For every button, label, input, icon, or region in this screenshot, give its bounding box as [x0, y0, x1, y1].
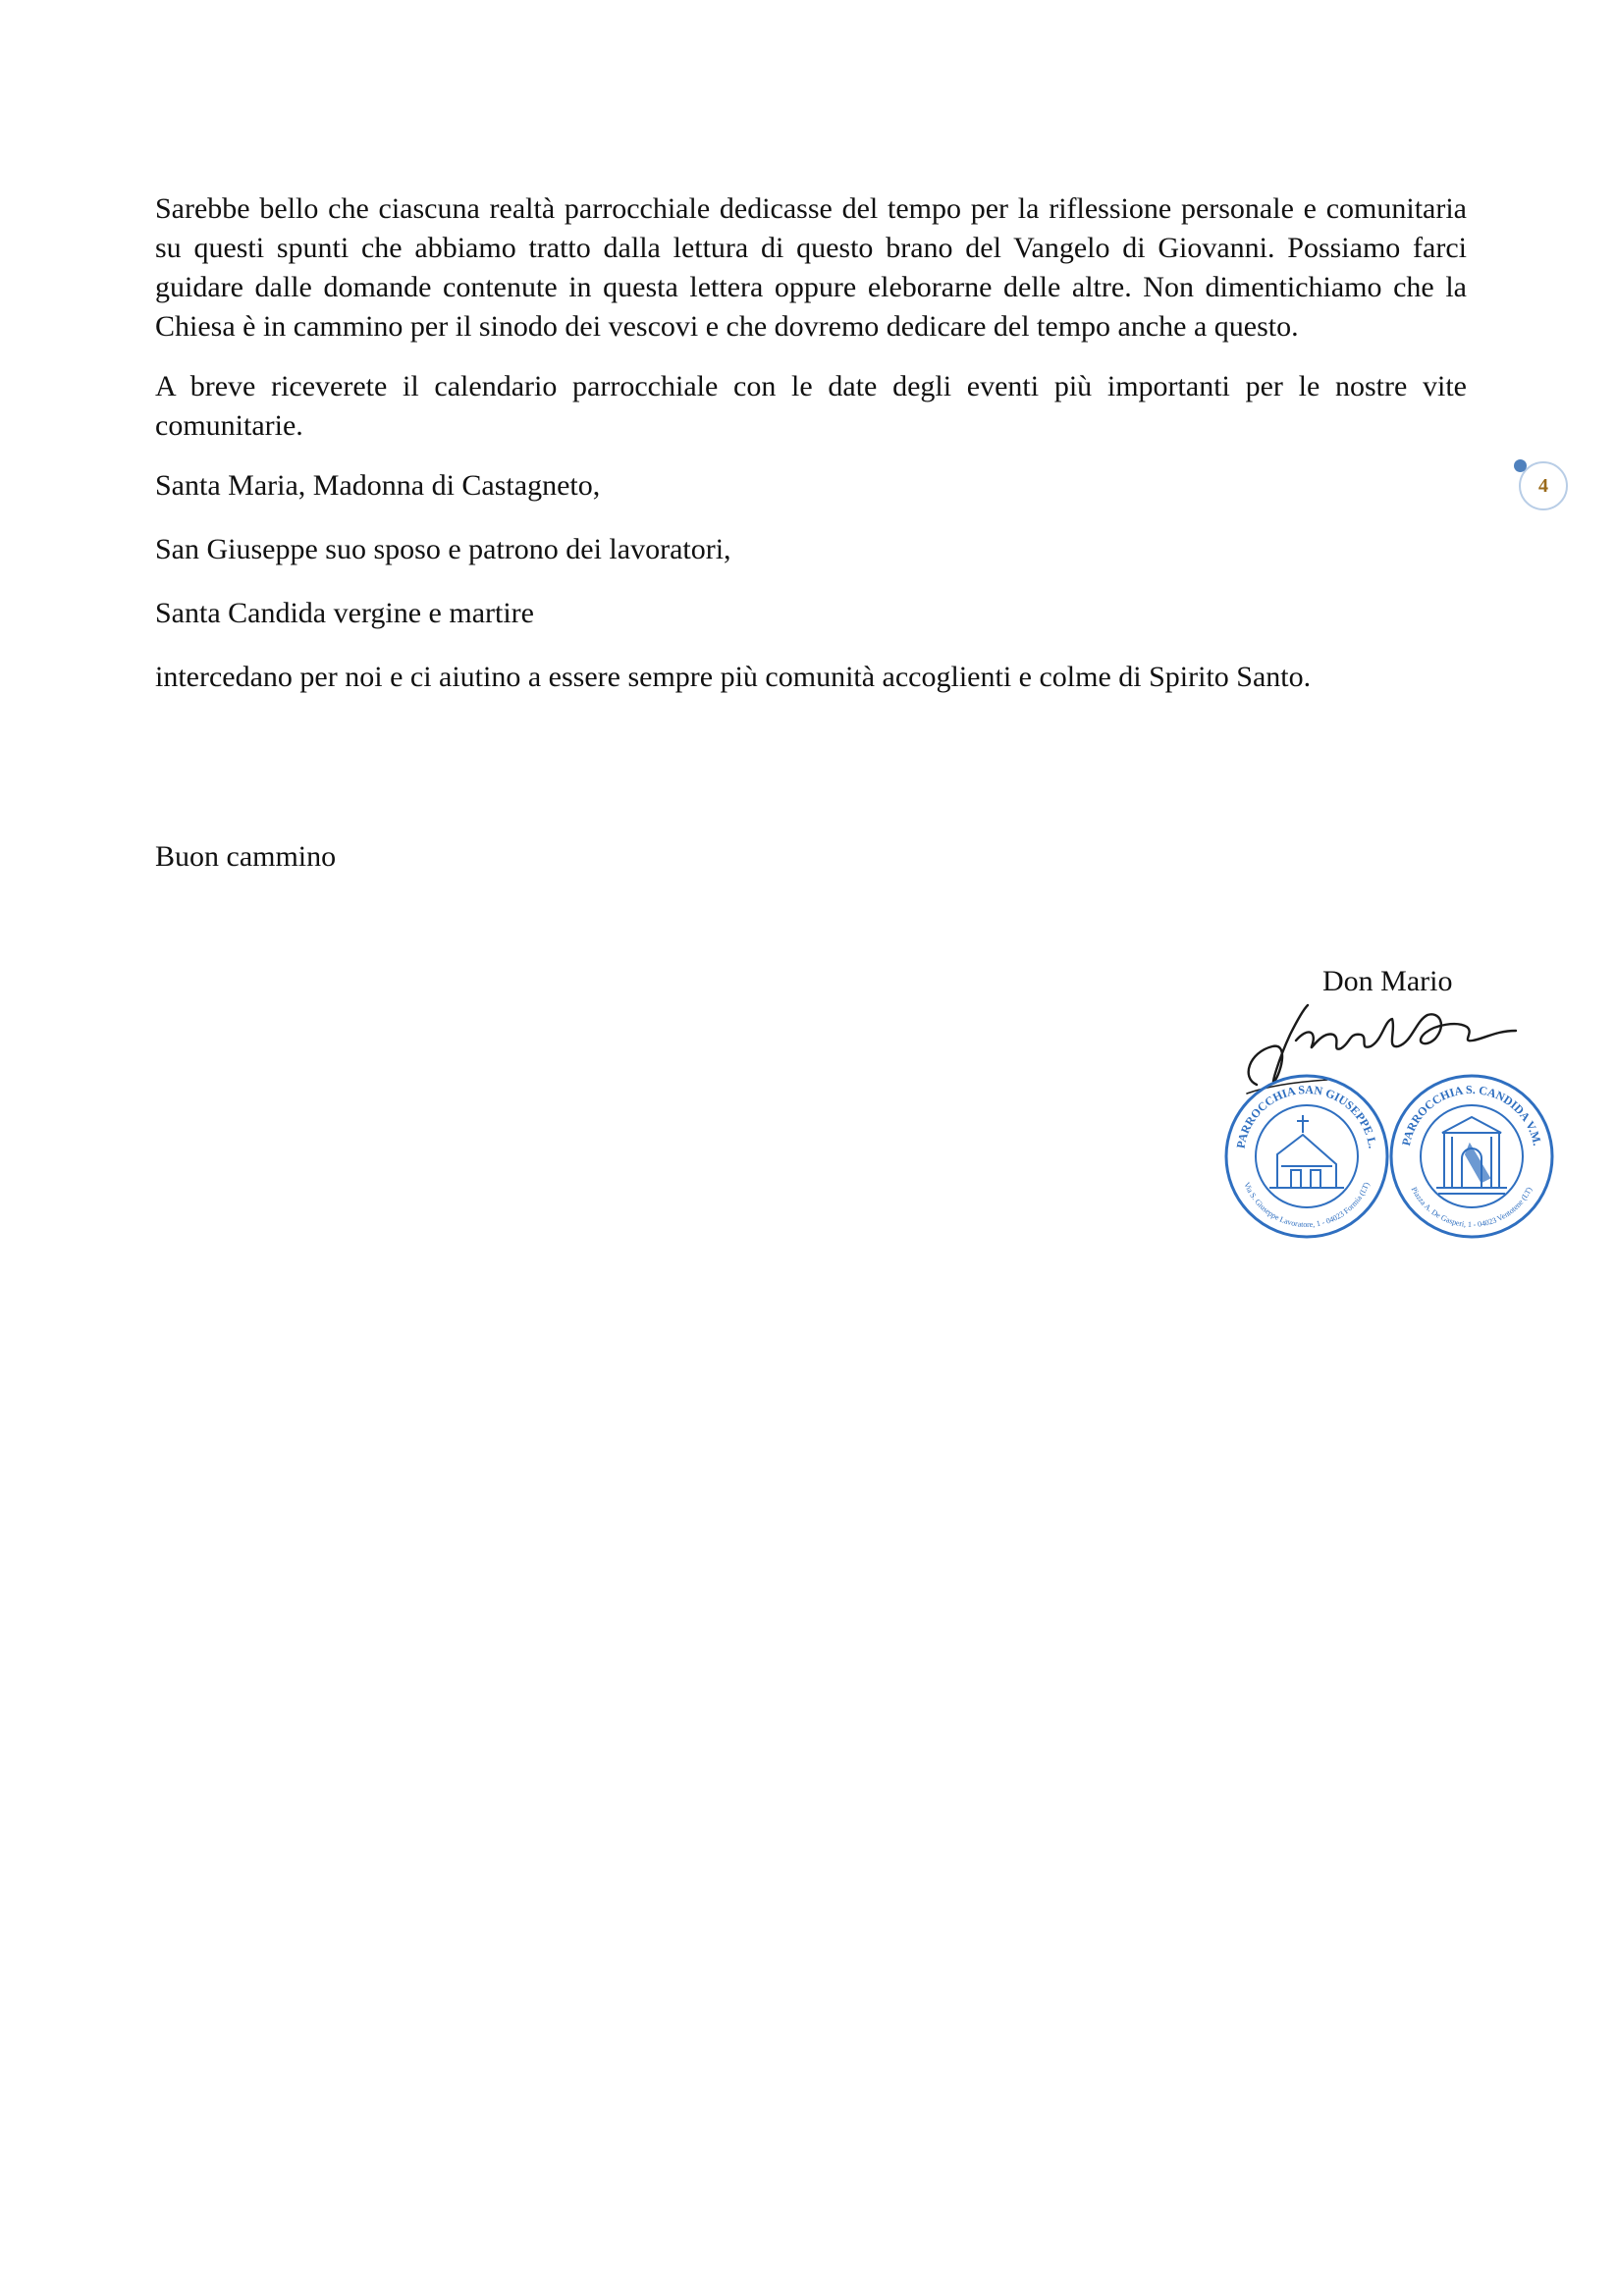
stamp-left-bottom-text: Via S. Giuseppe Lavoratore, 1 - 04023 Formia (LT): [1242, 1180, 1372, 1230]
signatory-name: Don Mario: [1322, 965, 1453, 997]
stamp-left-top-text: PARROCCHIA SAN GIUSEPPE L.: [1233, 1082, 1380, 1149]
church-icon: [1269, 1115, 1344, 1188]
closing-greeting: Buon cammino: [155, 840, 337, 873]
page-badge-dot-icon: [1514, 459, 1527, 472]
stamp-right-bottom-text: Piazza A. De Gasperi, 1 - 04023 Ventotene (LT): [1409, 1185, 1535, 1230]
parish-stamp-san-giuseppe: [1222, 1072, 1391, 1241]
stamp-right-top-text: PARROCCHIA S. CANDIDA V.M.: [1398, 1082, 1545, 1148]
invocation-santa-maria: Santa Maria, Madonna di Castagneto,: [155, 469, 601, 502]
invocation-san-giuseppe: San Giuseppe suo sposo e patrono dei lavoratori,: [155, 533, 731, 565]
page-number: 4: [1538, 474, 1548, 497]
temple-icon: [1436, 1117, 1507, 1194]
paragraph-calendar: A breve riceverete il calendario parrocchiale con le date degli eventi più importanti per le nostre vite comunitarie.: [155, 370, 1467, 442]
parish-stamp-santa-candida: [1387, 1072, 1556, 1241]
letter-body: [155, 189, 1467, 721]
paragraph-reflection: Sarebbe bello che ciascuna realtà parrocchiale dedicasse del tempo per la riflessione personale e comunitaria su questi spunti che abbiamo tratto dalla lettura di questo brano del Vangelo di Giovanni. Possiamo farci guidare dalle domande contenute in questa lettera oppure eleborarne delle altre. Non dimentichiamo che la Chiesa è in cammino per il sinodo dei vescovi e che dovremo dedicare del tempo anche a questo.: [155, 192, 1467, 343]
page-number-badge: [1519, 461, 1568, 510]
invocation-santa-candida: Santa Candida vergine e martire: [155, 597, 534, 629]
invocation-intercession: intercedano per noi e ci aiutino a essere sempre più comunità accoglienti e colme di Spirito Santo.: [155, 661, 1312, 693]
